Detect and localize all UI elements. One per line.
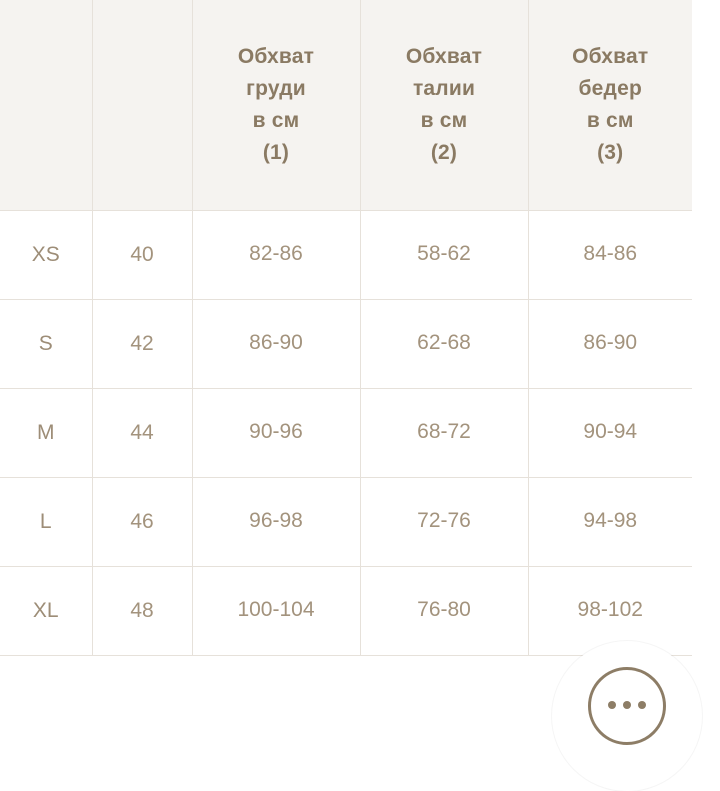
header-hips-line-3: в см <box>586 108 634 132</box>
header-chest-line-1: Обхват <box>237 44 315 68</box>
cell-waist <box>360 566 528 655</box>
cell-hips-value: 84-86 <box>583 242 638 266</box>
cell-hips <box>528 566 692 655</box>
cell-chest <box>192 566 360 655</box>
header-cell-waist <box>360 0 528 210</box>
cell-hips-value: 90-94 <box>583 420 638 444</box>
cell-chest <box>192 388 360 477</box>
cell-chest-value: 86-90 <box>249 331 303 355</box>
cell-waist-value: 62-68 <box>417 331 471 355</box>
cell-size: L <box>0 477 92 566</box>
table-header-row <box>0 0 692 210</box>
cell-waist <box>360 477 528 566</box>
cell-size: S <box>0 299 92 388</box>
cell-waist-value: 72-76 <box>417 509 471 533</box>
cell-chest <box>192 299 360 388</box>
cell-size: XS <box>0 210 92 299</box>
cell-chest <box>192 210 360 299</box>
cell-chest-value: 96-98 <box>249 509 303 533</box>
header-cell-chest <box>192 0 360 210</box>
cell-hips <box>528 210 692 299</box>
cell-hips <box>528 299 692 388</box>
header-waist-line-3: в см <box>420 108 468 132</box>
table-row <box>0 210 692 299</box>
table-row <box>0 299 692 388</box>
cell-hips-value: 94-98 <box>583 509 638 533</box>
cell-waist <box>360 299 528 388</box>
cell-chest-value: 90-96 <box>249 420 303 444</box>
header-waist-line-1: Обхват <box>405 44 483 68</box>
cell-size: XL <box>0 566 92 655</box>
table-row <box>0 566 692 655</box>
cell-hips <box>528 477 692 566</box>
chat-dots-icon <box>588 667 666 745</box>
chat-dot-3 <box>638 701 646 709</box>
table-body <box>0 210 692 655</box>
cell-waist-value: 76-80 <box>417 598 471 622</box>
cell-hips <box>528 388 692 477</box>
header-chest-line-4: (1) <box>262 140 290 164</box>
header-cell-ru-size <box>92 0 192 210</box>
header-waist-line-2: талии <box>412 76 476 100</box>
table-header <box>0 0 692 210</box>
header-hips-line-1: Обхват <box>572 44 649 68</box>
cell-hips-value: 86-90 <box>583 331 638 355</box>
header-chest-line-2: груди <box>246 76 306 100</box>
chat-support-button[interactable] <box>552 641 702 791</box>
header-hips-line-2: бедер <box>578 76 642 100</box>
header-chest-line-3: в см <box>252 108 300 132</box>
cell-chest-value: 82-86 <box>249 242 303 266</box>
header-cell-hips <box>528 0 692 210</box>
header-cell-size <box>0 0 92 210</box>
cell-size: M <box>0 388 92 477</box>
cell-waist-value: 58-62 <box>417 242 471 266</box>
cell-chest <box>192 477 360 566</box>
header-hips-line-4: (3) <box>597 140 624 164</box>
cell-ru-size: 40 <box>92 210 192 299</box>
cell-waist <box>360 388 528 477</box>
cell-ru-size: 42 <box>92 299 192 388</box>
cell-waist <box>360 210 528 299</box>
cell-ru-size: 46 <box>92 477 192 566</box>
chat-dot-1 <box>608 701 616 709</box>
cell-ru-size: 44 <box>92 388 192 477</box>
chat-dot-2 <box>623 701 631 709</box>
cell-hips-value: 98-102 <box>577 598 643 622</box>
cell-ru-size: 48 <box>92 566 192 655</box>
cell-waist-value: 68-72 <box>417 420 471 444</box>
header-waist-line-4: (2) <box>430 140 458 164</box>
cell-chest-value: 100-104 <box>237 598 315 622</box>
table-row <box>0 388 692 477</box>
table-row <box>0 477 692 566</box>
